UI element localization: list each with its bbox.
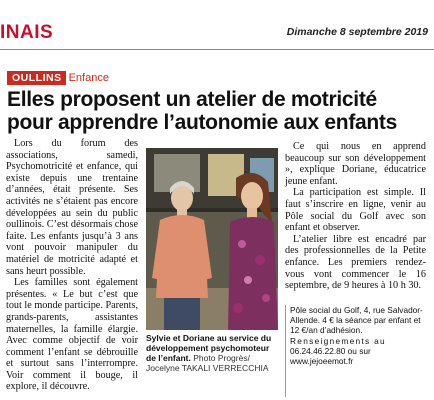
photographer-name: Jocelyne TAKALI VERRECCHIA <box>146 363 269 373</box>
info-website: www.jejoeemot.fr <box>290 356 354 366</box>
photo-credit-label: Photo Progrès/ <box>193 353 250 363</box>
headline-line-1: Elles proposent un atelier de motricité <box>7 88 377 111</box>
practical-info-box <box>285 305 429 397</box>
body-paragraph: Ce qui nous en apprend beaucoup sur son développement », explique Doriane, éducatrice jeune enfant. <box>285 141 426 187</box>
caption-text: Sylvie et Doriane au service du développement psychomoteur de l’enfant. <box>146 333 272 363</box>
photo-caption <box>146 333 280 373</box>
info-contact-label: Renseignements au <box>290 336 386 346</box>
section-name: Enfance <box>68 72 109 84</box>
body-paragraph: Lors du forum des associations, samedi, Psychomotricité et enfance, qui existe depuis une trentaine d’années, était présente. Ses activités ne s’étaient pas encore développées au sein du public oullinois. C’est désormais chose faite. Les enfants jusqu’à 3 ans vont pouvoir manipuler du matériel de motricité adapté et sans heurt possible. <box>6 138 138 277</box>
publication-date: Dimanche 8 septembre 2019 <box>286 26 428 38</box>
masthead-rule <box>0 49 434 50</box>
masthead <box>0 0 434 60</box>
newspaper-name: INAIS <box>0 22 54 43</box>
rubric <box>7 71 109 85</box>
body-paragraph: Les familles sont également présentes. « Le but c’est que tout le monde participe. Parents, grands-parents, assistantes maternelles, la famille élargie. Avec comme objectif de voir comment l’enfant se débrouille et surtout sans l’interrompre. Voir comment il bouge, il explore, il découvre. <box>6 277 138 393</box>
info-phone: 06.24.46.22.80 ou sur <box>290 346 371 356</box>
city-tag: OULLINS <box>7 71 66 85</box>
photo-illustration <box>146 148 278 330</box>
body-paragraph: La participation est simple. Il faut s’inscrire en ligne, venir au Pôle social du Golf avec son enfant et observer. <box>285 187 426 234</box>
article-column-left <box>6 138 138 393</box>
info-address-pricing: Pôle social du Golf, 4, rue Salvador-Allende. 4 € la séance par enfant et 12 €/an d’adhésion. <box>290 305 423 335</box>
body-paragraph: L’atelier libre est encadré par des professionnelles de la Petite enfance. Les premiers rendez-vous vont commencer le 16 septembre, de 9 heures à 10 h 30. <box>285 233 426 292</box>
headline <box>7 88 431 134</box>
headline-line-2: pour apprendre l’autonomie aux enfants <box>7 111 397 134</box>
article-column-right <box>285 141 426 292</box>
article-photo <box>146 148 278 330</box>
